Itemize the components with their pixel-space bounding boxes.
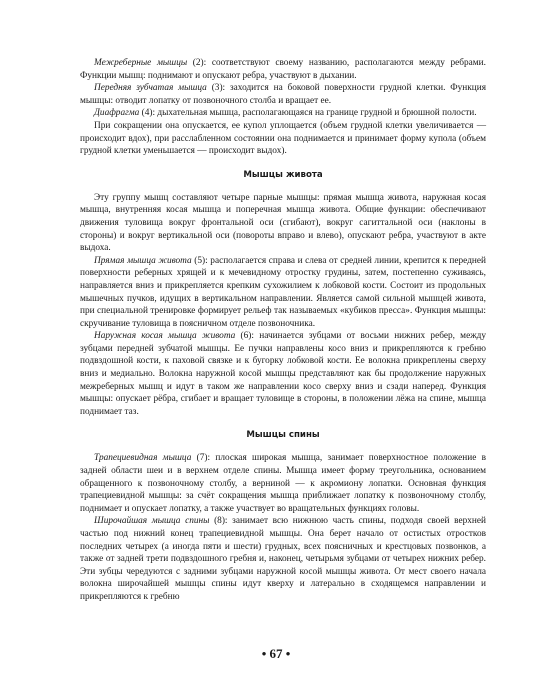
text-trapezius: (7): плоская широкая мышца, занимает поверхностное положение в задней области шеи и в верхнем отделе спины. Мышца имеет форму треугольника, основанием обращенного к позвоночному столбу, а верниной — к акромиону лопатки. Основная функция трапециевидной мышцы: за счёт сокращения мышца приближает лопатку к позвоночному столбу, поднимает и опускает лопатку, а также участвует во вращательных функциях головы. bbox=[80, 453, 487, 514]
text-rectus-abdominis: (5): располагается справа и слева от средней линии, крепится к передней поверхности реберных хрящей и к мечевидному отростку грудины, затем, постепенно суживаясь, направляется вниз и прикрепляется крепким сухожилием к лобковой кости. Состоит из продольных мышечных пучков, идущих в вертикальном направлении. Является самой сильной мышцей живота, при специальной тренировке формирует рельеф так называемых «кубиков пресса». Функция мышцы: скручивание туловища в поясничном отделе позвоночника. bbox=[80, 255, 486, 329]
text-latissimus-dorsi: (8): занимает всю нижнюю часть спины, подходя своей верхней частью под нижний конец трапециевидной мышцы. Она берет начало от остистых отростков последних четырех (а иногда пяти и шести) грудных, всех поясничных и крестцовых позвонков, а также от задней трети подвздошного гребня и, наконец, четырьмя зубцами от четырех нижних ребер. Эти зубцы чередуются с задними зубцами наружной косой мышцы живота. От мест своего начала волокна широчайшей мышцы спины идут кверху и латерально в сходящемся направлении и прикрепляются к гребню bbox=[80, 516, 486, 602]
term-rectus-abdominis: Прямая мышца живота bbox=[94, 255, 192, 266]
paragraph-diaphragm-function bbox=[80, 120, 486, 158]
chest-section bbox=[80, 57, 486, 158]
paragraph-abdomen-intro bbox=[80, 192, 486, 255]
term-external-oblique: Наружная косая мышца живота bbox=[94, 331, 236, 342]
paragraph-external-oblique bbox=[80, 330, 486, 418]
text-diaphragm: (4): дыхательная мышца, располагающаяся на границе грудной и брюшной полости. bbox=[139, 108, 477, 119]
abdomen-section bbox=[80, 192, 486, 419]
text-diaphragm-function: При сокращении она опускается, ее купол уплощается (объем грудной клетки увеличивается — происходит вдох), при расслабленном состоянии она поднимается и принимает форму купола (объем грудной клетки уменьшается — происходит выдох). bbox=[80, 120, 486, 157]
back-section bbox=[80, 452, 486, 603]
paragraph-trapezius bbox=[80, 452, 486, 515]
paragraph-diaphragm bbox=[80, 107, 486, 120]
text-abdomen-intro: Эту группу мышц составляют четыре парные мышцы: прямая мышца живота, наружная косая мышца, внутренняя косая мышца и поперечная мышца живота. Общие функции: обеспечивают движения туловища вокруг фронтальной оси (сгибают), вокруг сагиттальной оси (наклоны в стороны) и вокруг вертикальной оси (повороты вправо и влево), опускают ребра, участвуют в акте выдоха. bbox=[80, 192, 486, 254]
section-heading-abdomen: Мышцы живота bbox=[243, 169, 323, 180]
term-intercostal: Межреберные мышцы bbox=[94, 58, 188, 68]
page-number: • 67 • bbox=[261, 646, 291, 661]
paragraph-latissimus-dorsi bbox=[80, 515, 486, 603]
term-latissimus-dorsi: Широчайшая мышца спины bbox=[94, 516, 210, 527]
section-heading-back: Мышцы спины bbox=[246, 430, 320, 441]
text-external-oblique: (6): начинается зубцами от восьми нижних ребер, между зубцами передней зубчатой мышцы. Ее пучки направлены косо вниз и прикрепляются к гребню подвздошной кости, к паховой связке и к бугорку лобковой кости. Ее волокна прикреплены сверху вниз и медиально. Волокна наружной косой мышцы представляют как бы продолжение наружных межреберных мышц и идут в таком же направлении косо сверху вниз и сзади наперед. Функция мышцы: опускает рёбра, сгибает и вращает туловище в стороны, в положении лёжа на спине, мышца поднимает таз. bbox=[80, 331, 486, 417]
paragraph-intercostal bbox=[80, 57, 486, 82]
paragraph-rectus-abdominis bbox=[80, 255, 486, 331]
term-diaphragm: Диафрагма bbox=[94, 108, 140, 119]
paragraph-serratus-anterior bbox=[80, 82, 486, 107]
term-trapezius: Трапециевидная мышца bbox=[94, 453, 192, 464]
term-serratus-anterior: Передняя зубчатая мышца bbox=[94, 83, 207, 94]
text-serratus-anterior: (3): заходится на боковой поверхности грудной клетки. Функция мышцы: отводит лопатку от позвоночного столба и вращает ее. bbox=[80, 83, 486, 106]
text-intercostal: (2): соответствуют своему названию, располагаются между ребрами. Функции мышц: поднимают и опускают ребра, участвуют в дыхании. bbox=[80, 58, 486, 81]
